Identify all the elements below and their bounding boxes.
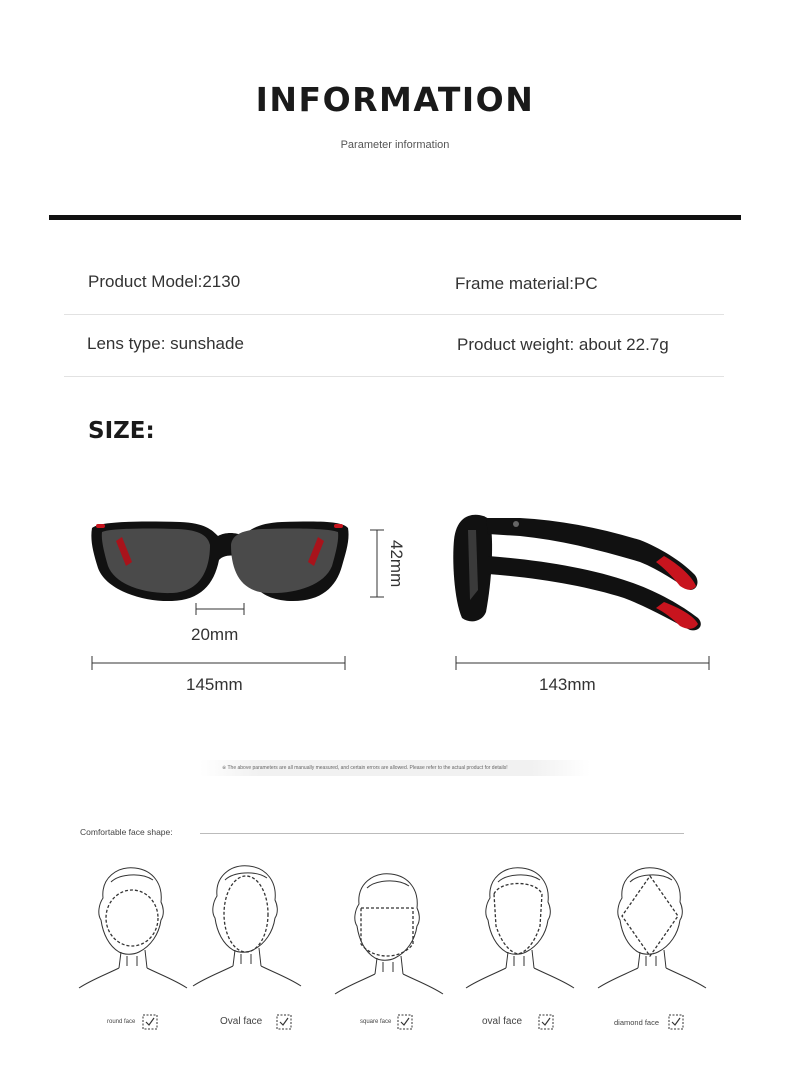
- oval-face-icon: [466, 868, 574, 988]
- product-model: Product Model:2130: [88, 272, 241, 291]
- face-label-oval: Oval face: [220, 1016, 263, 1027]
- round-face-icon: [79, 868, 187, 988]
- temple-length-label: 143mm: [539, 675, 596, 694]
- face-label-diamond: diamond face: [614, 1018, 660, 1027]
- size-heading: SIZE:: [88, 418, 155, 444]
- face-label-oval-2: oval face: [482, 1016, 523, 1027]
- checkbox-checked-icon: [538, 1014, 554, 1030]
- lens-height-label: 42mm: [387, 540, 406, 588]
- face-label-round: round face: [107, 1019, 136, 1025]
- square-face-icon: [335, 874, 443, 994]
- front-width-label: 145mm: [186, 675, 243, 694]
- page-title: INFORMATION: [255, 80, 535, 119]
- face-label-square: square face: [360, 1019, 392, 1025]
- frame-material: Frame material:PC: [455, 274, 598, 293]
- bridge-width-label: 20mm: [191, 625, 239, 644]
- measurement-disclaimer: ※ The above parameters are all manually measured, and certain errors are allowed. Please refer to the actual product for details!: [200, 760, 590, 776]
- oval-face-icon: [193, 866, 301, 986]
- checkbox-checked-icon: [276, 1014, 292, 1030]
- page-subtitle: Parameter information: [340, 139, 450, 151]
- checkbox-checked-icon: [668, 1014, 684, 1030]
- checkbox-checked-icon: [397, 1014, 413, 1030]
- diamond-face-icon: [598, 868, 706, 988]
- checkbox-checked-icon: [142, 1014, 158, 1030]
- product-weight: Product weight: about 22.7g: [457, 335, 669, 354]
- face-shape-heading: Comfortable face shape:: [80, 827, 173, 837]
- lens-type: Lens type: sunshade: [87, 334, 244, 353]
